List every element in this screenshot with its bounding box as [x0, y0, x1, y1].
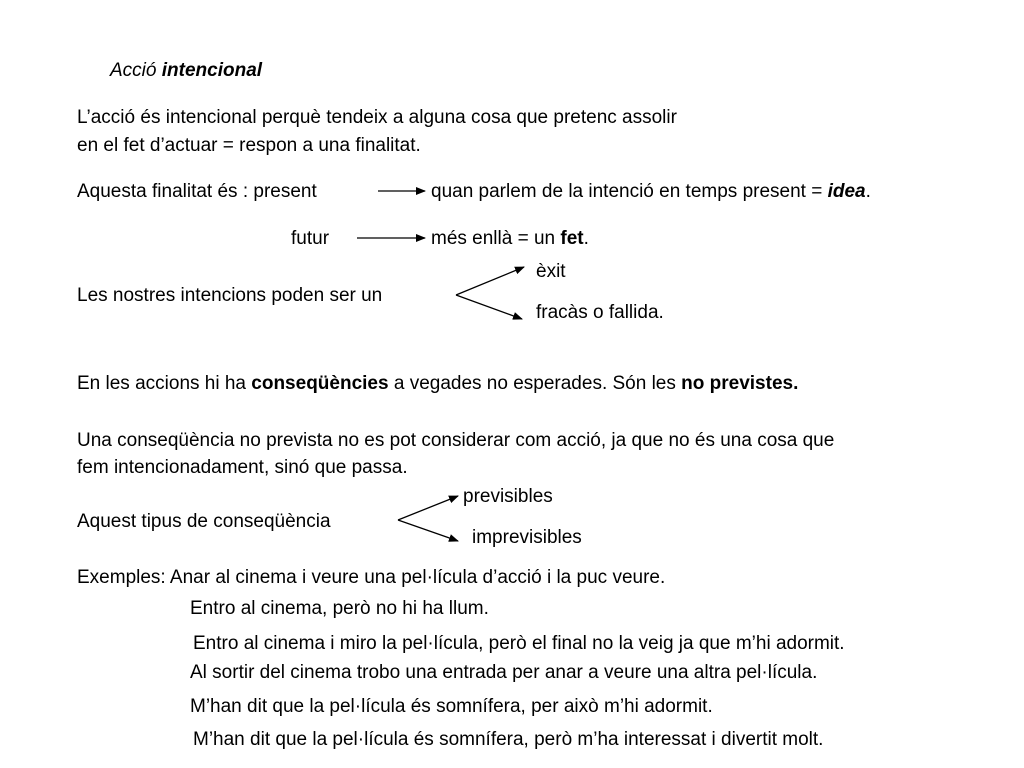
future-result-bold: fet: [560, 228, 584, 249]
exit-arrow: [456, 267, 524, 295]
present-result: [431, 181, 871, 203]
intro-line-2: en el fet d’actuar = respon a una finalitat.: [77, 135, 421, 156]
exit-option: èxit: [536, 261, 566, 282]
slide-title: [110, 60, 262, 82]
consequencies-bold-2: no previstes.: [681, 373, 799, 394]
title-bold: intencional: [161, 60, 263, 81]
finalitat-label: Aquesta finalitat és : present: [77, 181, 317, 202]
consequencies-part-2: a vegades no esperades. Són les: [393, 373, 676, 394]
intro-line-1: L’acció és intencional perquè tendeix a alguna cosa que pretenc assolir: [77, 107, 677, 128]
intencions-label: Les nostres intencions poden ser un: [77, 285, 383, 306]
present-result-bold: idea: [827, 181, 866, 202]
exemple-item: Al sortir del cinema trobo una entrada per anar a veure una altra pel·lícula.: [190, 662, 818, 683]
no-prevista-line-1: Una conseqüència no prevista no es pot considerar com acció, ja que no és una cosa que: [77, 430, 835, 451]
tipus-label: Aquest tipus de conseqüència: [77, 511, 331, 532]
no-prevista-line-2: fem intencionadament, sinó que passa.: [77, 457, 408, 478]
exemple-item: Entro al cinema, però no hi ha llum.: [190, 598, 489, 619]
present-result-end: .: [865, 181, 871, 202]
exemple-item: Entro al cinema i miro la pel·lícula, però el final no la veig ja que m’hi adormit.: [193, 633, 845, 654]
consequencies-part-1: En les accions hi ha: [77, 373, 246, 394]
future-result: [431, 228, 589, 250]
future-label: futur: [291, 228, 330, 249]
title-prefix: Acció: [110, 60, 157, 81]
previsibles-option: previsibles: [463, 486, 553, 507]
future-result-end: .: [583, 228, 589, 249]
future-result-text: més enllà = un: [431, 228, 556, 249]
consequencies-text: [77, 373, 798, 395]
failure-option: fracàs o fallida.: [536, 302, 664, 323]
imprevisibles-option: imprevisibles: [472, 527, 582, 548]
imprevisibles-arrow: [398, 520, 458, 541]
present-result-text: quan parlem de la intenció en temps present =: [431, 181, 823, 202]
failure-arrow: [456, 295, 522, 319]
previsibles-arrow: [398, 496, 458, 520]
exemple-item: M’han dit que la pel·lícula és somnífera, però m’ha interessat i divertit molt.: [193, 729, 824, 750]
exemple-item: M’han dit que la pel·lícula és somnífera, per això m’hi adormit.: [190, 696, 713, 717]
exemples-intro: Exemples: Anar al cinema i veure una pel·lícula d’acció i la puc veure.: [77, 567, 666, 588]
consequencies-bold-1: conseqüències: [251, 373, 389, 394]
